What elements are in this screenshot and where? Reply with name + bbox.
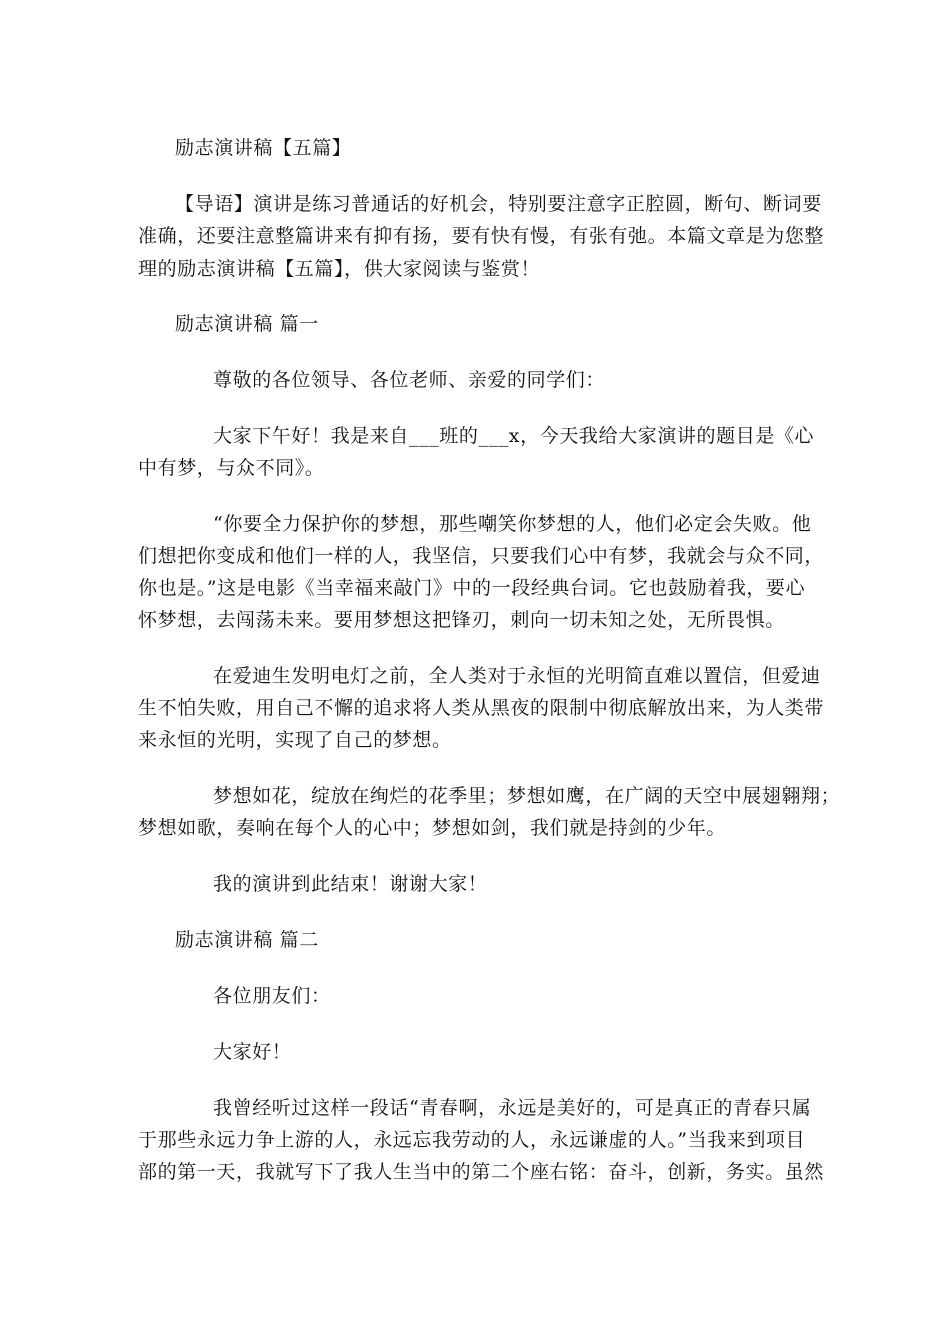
section1-closing: 我的演讲到此结束！谢谢大家！ [213,873,488,895]
section1-heading: 励志演讲稿 篇一 [175,313,319,335]
section1-p2-line-1: “你要全力保护你的梦想，那些嘲笑你梦想的人，他们必定会失败。他 [213,513,812,535]
section1-p3-line-2: 生不怕失败，用自己不懈的追求将人类从黑夜的限制中彻底解放出来，为人类带 [138,697,825,719]
section2-p1-line-2: 于那些永远力争上游的人，永远忘我劳动的人，永远谦虚的人。”当我来到项目 [138,1129,806,1151]
section2-heading: 励志演讲稿 篇二 [175,929,319,951]
section1-p3-line-1: 在爱迪生发明电灯之前，全人类对于永恒的光明简直难以置信，但爱迪 [213,665,821,687]
intro-line-3: 理的励志演讲稿【五篇】，供大家阅读与鉴赏！ [138,258,541,280]
section2-p1-line-1: 我曾经听过这样一段话“青春啊，永远是美好的，可是真正的青春只属 [213,1097,812,1119]
section2-greeting: 大家好！ [213,1041,292,1063]
section1-p2-line-3: 你也是。”这是电影《当幸福来敲门》中的一段经典台词。它也鼓励着我，要心 [138,577,806,599]
intro-line-1: 【导语】演讲是练习普通话的好机会，特别要注意字正腔圆，断句、断词要 [175,193,822,215]
section1-p2-line-4: 怀梦想，去闯荡未来。要用梦想这把锋刃，刺向一切未知之处，无所畏惧。 [138,609,785,631]
section2-salutation: 各位朋友们： [213,985,331,1007]
section1-p4-line-2: 梦想如歌，奏响在每个人的心中；梦想如剑，我们就是持剑的少年。 [138,817,727,839]
section1-p2-line-2: 们想把你变成和他们一样的人，我坚信，只要我们心中有梦，我就会与众不同， [138,545,825,567]
section1-p3-line-3: 来永恒的光明，实现了自己的梦想。 [138,729,452,751]
section2-p1-line-3: 部的第一天，我就写下了我人生当中的第二个座右铭：奋斗，创新，务实。虽然 [138,1161,825,1183]
section1-salutation: 尊敬的各位领导、各位老师、亲爱的同学们： [213,369,606,391]
intro-line-2: 准确，还要注意整篇讲来有抑有扬，要有快有慢，有张有弛。本篇文章是为您整 [138,225,825,247]
section1-p1-line-1: 大家下午好！我是来自___班的___x，今天我给大家演讲的题目是《心 [213,425,815,447]
document-title: 励志演讲稿【五篇】 [175,137,352,159]
section1-p4-line-1: 梦想如花，绽放在绚烂的花季里；梦想如鹰，在广阔的天空中展翅翱翔； [213,785,841,807]
section1-p1-line-2: 中有梦，与众不同》。 [138,457,325,479]
